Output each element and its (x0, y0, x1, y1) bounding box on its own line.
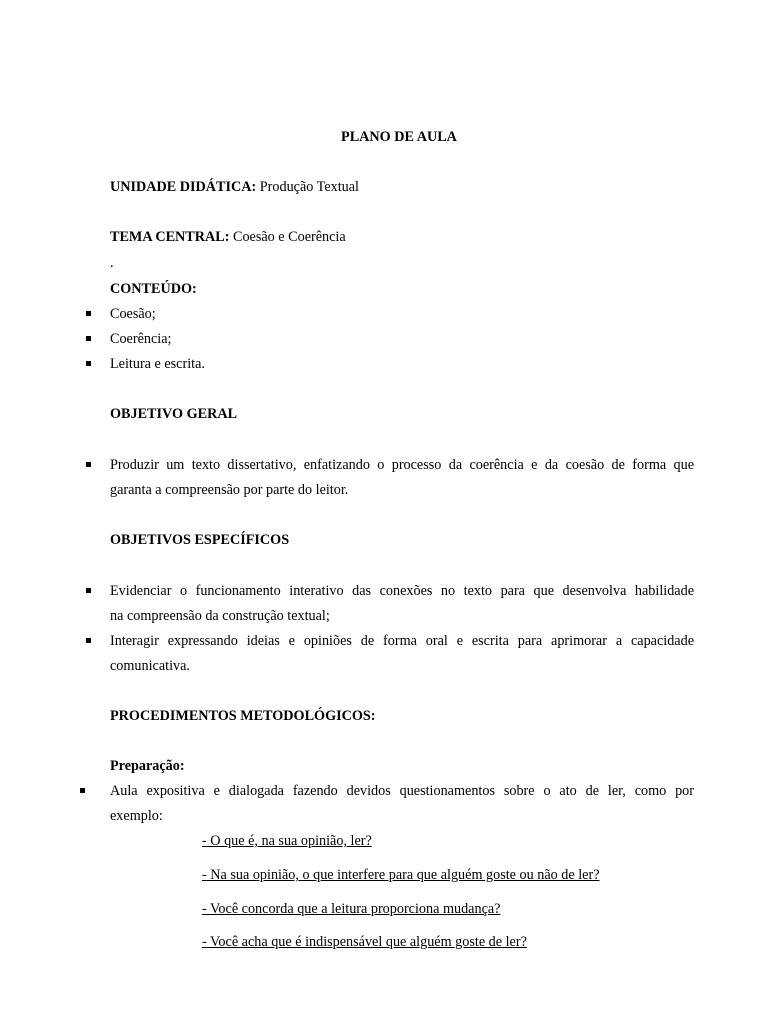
question-line: - Você acha que é indispensável que alguém goste de ler? (202, 934, 527, 950)
objetivo-especifico-text-line: na compreensão da construção textual; (110, 608, 330, 624)
conteudo-item: Coesão; (110, 306, 156, 322)
objetivo-especifico-text-line: comunicativa. (110, 658, 190, 674)
preparacao-heading: Preparação: (110, 758, 185, 774)
conteudo-item: Coerência; (110, 331, 172, 347)
bullet-icon (86, 361, 91, 366)
preparacao-text-line: Aula expositiva e dialogada fazendo devidos questionamentos sobre o ato de ler, como por (110, 783, 694, 799)
unidade-value: Produção Textual (256, 179, 359, 195)
bullet-icon (86, 336, 91, 341)
conteudo-item: Leitura e escrita. (110, 356, 205, 372)
objetivo-geral-heading: OBJETIVO GERAL (110, 406, 238, 422)
unidade-label: UNIDADE DIDÁTICA: (110, 179, 257, 195)
tema-central-line (110, 228, 346, 246)
objetivo-especifico-text-line: Evidenciar o funcionamento interativo das conexões no texto para que desenvolva habilidade (110, 583, 694, 599)
objetivo-geral-text-line: garanta a compreensão por parte do leitor. (110, 482, 349, 498)
objetivo-especifico-text-line: Interagir expressando ideias e opiniões de forma oral e escrita para aprimorar a capacidade (110, 633, 694, 649)
preparacao-text-line: exemplo: (110, 808, 163, 824)
stray-dot: . (110, 255, 114, 271)
procedimentos-heading: PROCEDIMENTOS METODOLÓGICOS: (110, 708, 376, 724)
bullet-icon (80, 788, 85, 793)
tema-label: TEMA CENTRAL: (110, 229, 230, 245)
objetivos-especificos-heading: OBJETIVOS ESPECÍFICOS (110, 532, 290, 548)
bullet-icon (86, 311, 91, 316)
conteudo-heading: CONTEÚDO: (110, 281, 197, 297)
question-line: - O que é, na sua opinião, ler? (202, 833, 372, 849)
bullet-icon (86, 588, 91, 593)
tema-value: Coesão e Coerência (229, 229, 346, 245)
question-line: - Você concorda que a leitura proporciona mudança? (202, 901, 501, 917)
bullet-icon (86, 638, 91, 643)
question-line: - Na sua opinião, o que interfere para que alguém goste ou não de ler? (202, 867, 600, 883)
page-title: PLANO DE AULA (341, 129, 457, 145)
bullet-icon (86, 462, 91, 467)
unidade-didatica-line (110, 178, 359, 196)
objetivo-geral-text-line: Produzir um texto dissertativo, enfatizando o processo da coerência e da coesão de forma que (110, 457, 694, 473)
